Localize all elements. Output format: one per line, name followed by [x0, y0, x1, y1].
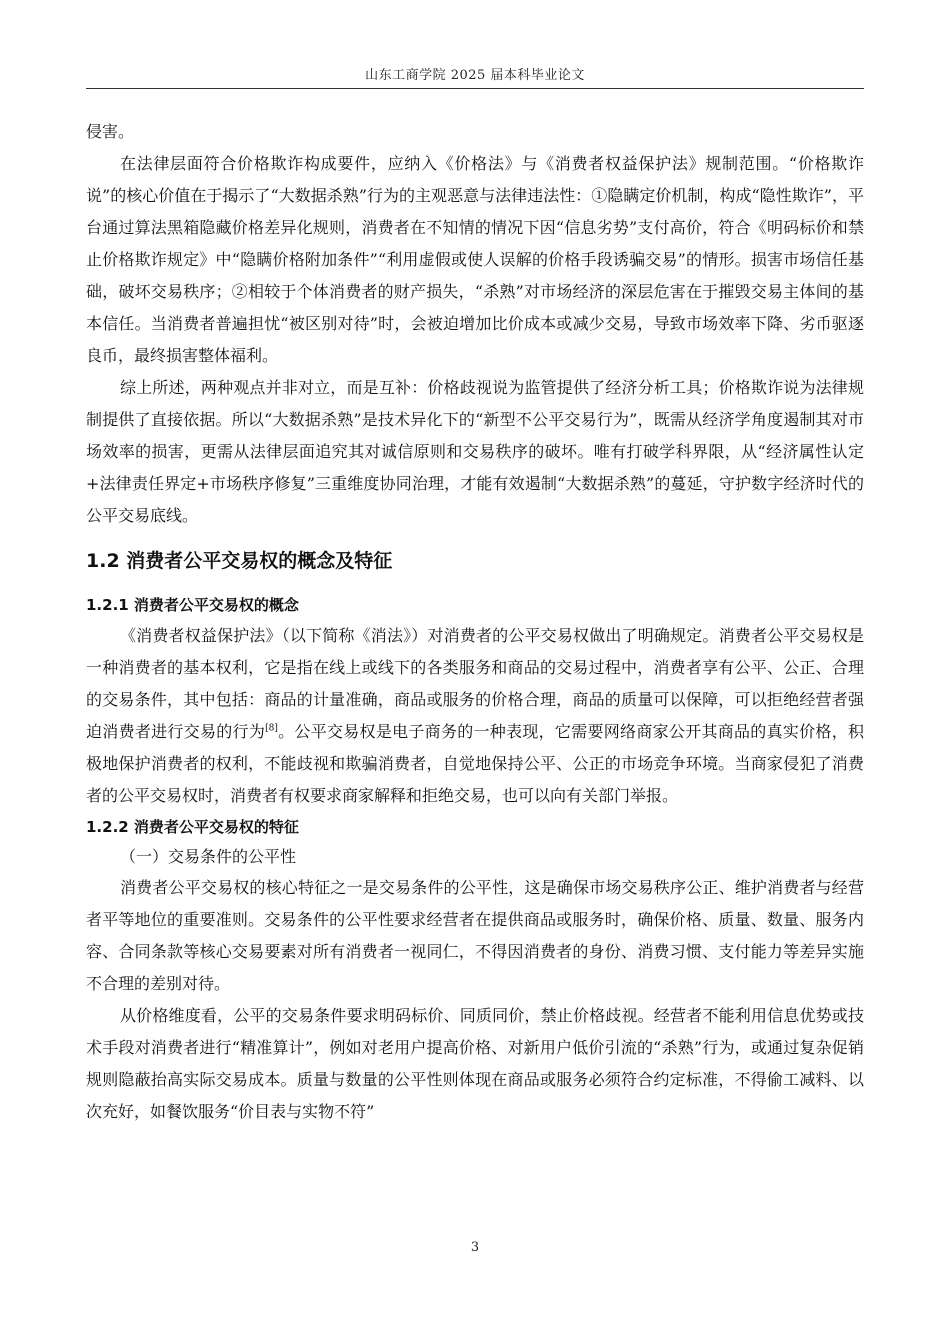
page-number: 3	[470, 1240, 480, 1255]
paragraph-summary: 综上所述，两种观点并非对立，而是互补：价格歧视说为监管提供了经济分析工具；价格欺诈说为法律规制提供了直接依据。所以“大数据杀熟”是技术异化下的“新型不公平交易行为”，既需从经济学角度遏制其对市场效率的损害，更需从法律层面追究其对诚信原则和交易秩序的破坏。唯有打破学科界限，从“经济属性认定+法律责任界定+市场秩序修复”三重维度协同治理，才能有效遏制“大数据杀熟”的蔓延，守护数字经济时代的公平交易底线。	[86, 378, 864, 525]
citation-ref: [8]	[265, 723, 278, 734]
subsection-heading-1-2-2: 1.2.2 消费者公平交易权的特征	[86, 818, 299, 836]
paragraph-fair-conditions: 消费者公平交易权的核心特征之一是交易条件的公平性，这是确保市场交易秩序公正、维护消费者与经营者平等地位的重要准则。交易条件的公平性要求经营者在提供商品或服务时，确保价格、质量、数量、服务内容、合同条款等核心交易要素对所有消费者一视同仁，不得因消费者的身份、消费习惯、支付能力等差异实施不合理的差别对待。	[86, 878, 864, 993]
subsection-heading-1-2-1: 1.2.1 消费者公平交易权的概念	[86, 596, 299, 614]
list-heading-fairness: （一）交易条件的公平性	[120, 847, 297, 866]
paragraph-fair-trade-concept	[86, 620, 864, 812]
header-divider	[86, 88, 864, 89]
paragraph-price-fraud: 在法律层面符合价格欺诈构成要件，应纳入《价格法》与《消费者权益保护法》规制范围。“价格欺诈说”的核心价值在于揭示了“大数据杀熟”行为的主观恶意与法律违法性：①隐瞒定价机制，构成“隐性欺诈”，平台通过算法黑箱隐藏价格差异化规则，消费者在不知情的情况下因“信息劣势”支付高价，符合《明码标价和禁止价格欺诈规定》中“隐瞒价格附加条件”“利用虚假或使人误解的价格手段诱骗交易”的情形。损害市场信任基础，破坏交易秩序；②相较于个体消费者的财产损失，“杀熟”对市场经济的深层危害在于摧毁交易主体间的基本信任。当消费者普遍担忧“被区别对待”时，会被迫增加比价成本或减少交易，导致市场效率下降、劣币驱逐良币，最终损害整体福利。	[86, 154, 864, 365]
page-body	[86, 116, 864, 1128]
paragraph-continuation: 侵害。	[86, 122, 135, 141]
section-heading-1-2: 1.2 消费者公平交易权的概念及特征	[86, 550, 393, 572]
paragraph-text-a: 《消费者权益保护法》（以下简称《消法》）对消费者的公平交易权做出了明确规定。消费者公平交易权是一种消费者的基本权利，它是指在线上或线下的各类服务和商品的交易过程中，消费者享有公平、公正、合理的交易条件，其中包括：商品的计量准确，商品或服务的价格合理，商品的质量可以保障，可以拒绝经营者强迫消费者进行交易的行为	[86, 626, 864, 741]
paragraph-text-b: 。公平交易权是电子商务的一种表现，它需要网络商家公开其商品的真实价格，积极地保护消费者的权利，不能歧视和欺骗消费者，自觉地保持公平、公正的市场竞争环境。当商家侵犯了消费者的公平交易权时，消费者有权要求商家解释和拒绝交易，也可以向有关部门举报。	[86, 722, 864, 805]
running-header: 山东工商学院 2025 届本科毕业论文	[365, 68, 585, 83]
paragraph-price-dimension: 从价格维度看，公平的交易条件要求明码标价、同质同价，禁止价格歧视。经营者不能利用信息优势或技术手段对消费者进行“精准算计”，例如对老用户提高价格、对新用户低价引流的“杀熟”行为，或通过复杂促销规则隐蔽抬高实际交易成本。质量与数量的公平性则体现在商品或服务必须符合约定标准，不得偷工减料、以次充好，如餐饮服务“价目表与实物不符”	[86, 1006, 864, 1121]
